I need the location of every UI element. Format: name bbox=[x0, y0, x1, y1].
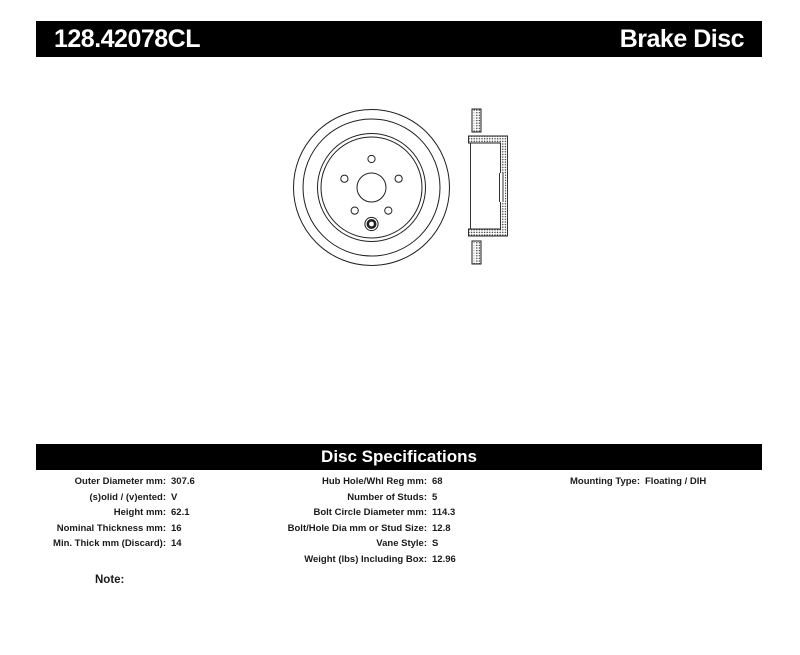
spec-value: 12.8 bbox=[432, 522, 451, 534]
spec-label: Height mm: bbox=[113, 507, 166, 518]
spec-row bbox=[250, 505, 456, 521]
spec-value: 14 bbox=[171, 538, 182, 549]
spec-value: 68 bbox=[432, 476, 443, 487]
braking-surface-inner-circle bbox=[318, 134, 426, 242]
product-type-title: Brake Disc bbox=[619, 24, 744, 53]
spec-row bbox=[520, 474, 706, 490]
hub-hole bbox=[357, 173, 386, 202]
spec-label: Number of Studs: bbox=[347, 491, 427, 503]
spec-label: Min. Thick mm (Discard): bbox=[53, 538, 166, 549]
hat-ring-circle bbox=[321, 137, 422, 238]
friction-ring-section-top bbox=[472, 109, 481, 132]
disc-side-cross-section bbox=[469, 109, 508, 264]
stud-hole bbox=[351, 207, 358, 214]
spec-row bbox=[36, 474, 195, 490]
spec-label: Vane Style: bbox=[376, 538, 427, 549]
spec-label: Outer Diameter mm: bbox=[74, 476, 166, 487]
stud-hole bbox=[341, 175, 348, 182]
spec-value: S bbox=[432, 538, 439, 549]
spec-value: 12.96 bbox=[432, 553, 456, 565]
spec-value: 16 bbox=[171, 522, 182, 534]
spec-section-bar bbox=[36, 444, 762, 470]
note-label: Note: bbox=[95, 574, 125, 586]
spec-row bbox=[250, 490, 456, 506]
spec-label: Weight (lbs) Including Box: bbox=[304, 553, 427, 565]
spec-row bbox=[250, 474, 456, 490]
spec-label: Bolt/Hole Dia mm or Stud Size: bbox=[287, 522, 427, 534]
part-number: 128.42078CL bbox=[54, 24, 201, 53]
spec-value: Floating / DIH bbox=[645, 476, 707, 487]
set-screw-hole-inner bbox=[368, 220, 375, 227]
brake-disc-technical-drawing bbox=[270, 95, 520, 275]
disc-front-view bbox=[294, 110, 450, 266]
spec-row bbox=[250, 536, 456, 552]
spec-value: V bbox=[171, 491, 178, 503]
spec-value: 62.1 bbox=[171, 507, 190, 518]
stud-hole bbox=[385, 207, 392, 214]
spec-value: 307.6 bbox=[171, 476, 195, 487]
spec-row bbox=[36, 490, 195, 506]
spec-column-right bbox=[520, 474, 706, 490]
stud-hole bbox=[368, 155, 375, 162]
spec-column-left bbox=[36, 474, 195, 552]
spec-label: Nominal Thickness mm: bbox=[56, 522, 166, 534]
header-bar bbox=[36, 21, 762, 57]
spec-column-middle bbox=[250, 474, 456, 567]
spec-section-title: Disc Specifications bbox=[321, 447, 477, 466]
spec-row bbox=[36, 505, 195, 521]
spec-value: 5 bbox=[432, 491, 438, 503]
spec-label: (s)olid / (v)ented: bbox=[89, 491, 166, 503]
spec-row bbox=[250, 521, 456, 537]
outer-diameter-circle bbox=[294, 110, 450, 266]
spec-value: 114.3 bbox=[432, 507, 456, 518]
spec-row bbox=[250, 552, 456, 568]
stud-hole bbox=[395, 175, 402, 182]
spec-label: Mounting Type: bbox=[569, 476, 640, 487]
spec-row bbox=[36, 536, 195, 552]
spec-label: Bolt Circle Diameter mm: bbox=[313, 507, 427, 518]
friction-ring-section-bottom bbox=[472, 241, 481, 264]
spec-row bbox=[36, 521, 195, 537]
braking-surface-outer-circle bbox=[303, 119, 440, 256]
spec-label: Hub Hole/Whl Reg mm: bbox=[321, 476, 427, 487]
